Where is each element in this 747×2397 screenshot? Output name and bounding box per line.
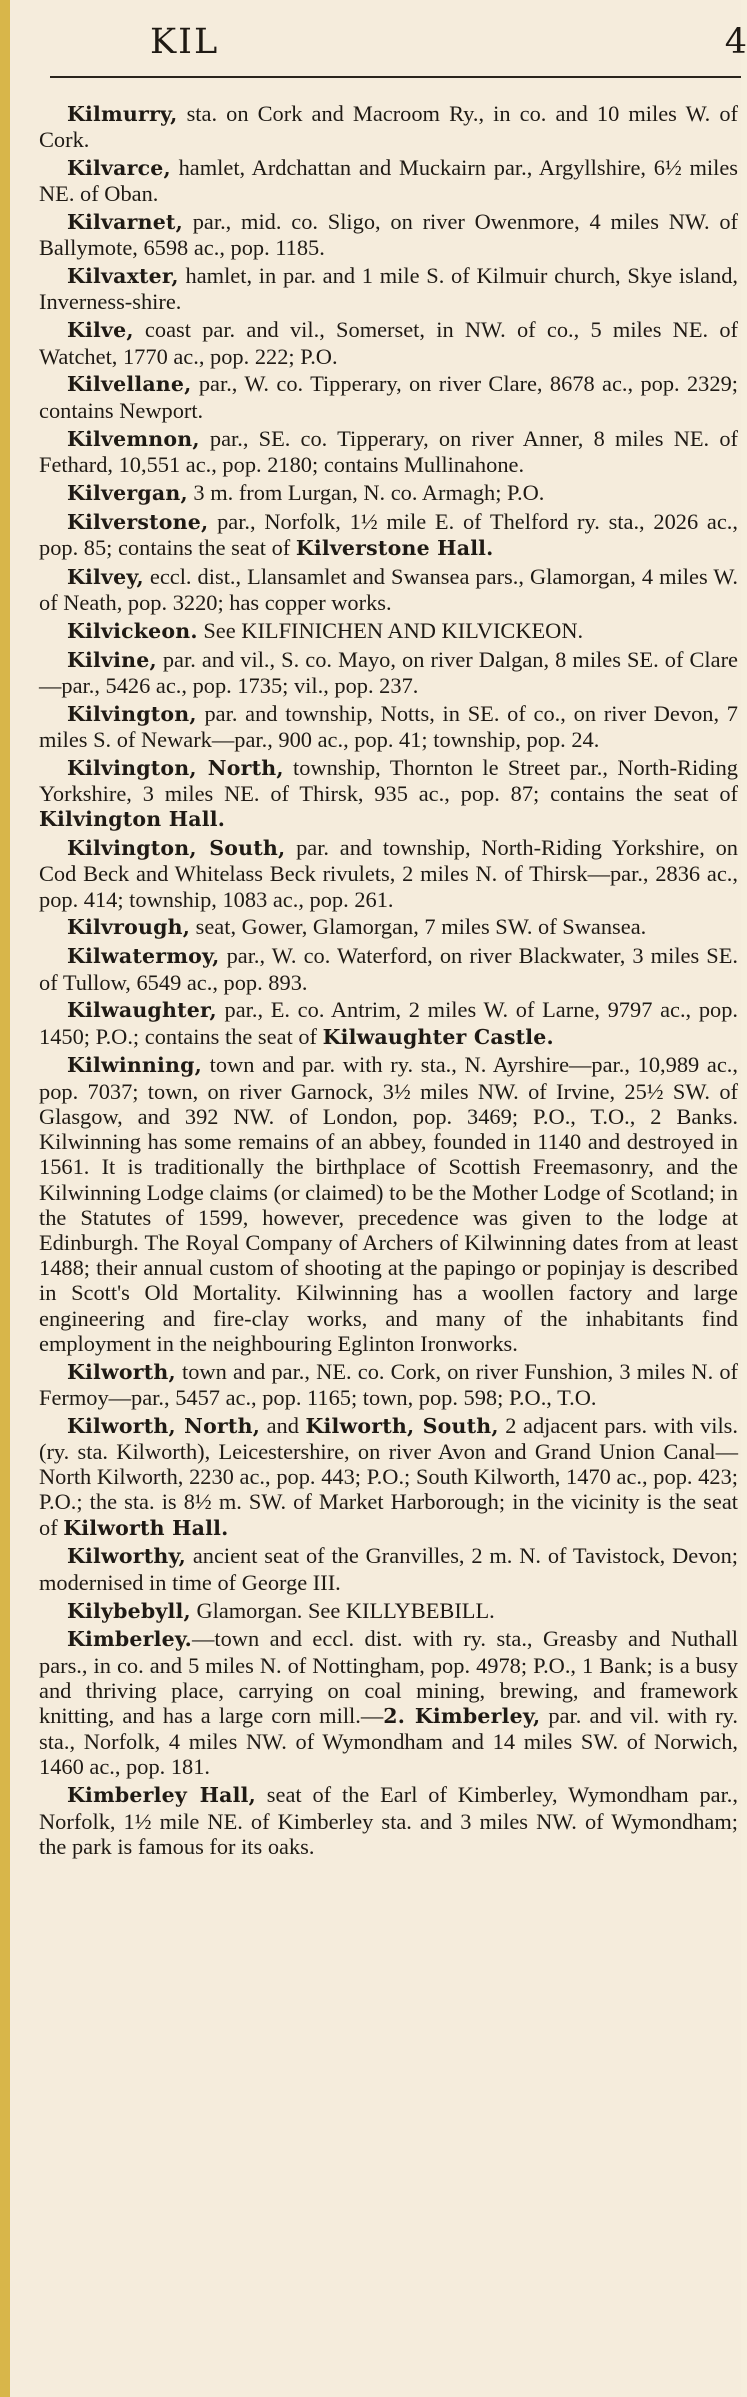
page-number: 4 (724, 22, 747, 62)
entry-text: township, Thornton le Street par., North-Riding Yorkshire, 3 miles NE. of Thirsk, 935 ac., pop. 87; contains the seat of (39, 754, 738, 807)
gazetteer-entry (39, 1782, 738, 1859)
entry-headword: Kilvrough, (67, 915, 191, 940)
entry-text: par. and township, North-Riding Yorkshire, on Cod Beck and Whitelass Beck rivulets, 2 miles N. of Thirsk—par., 2836 ac., pop. 414; township, 1083 ac., pop. 261. (39, 835, 738, 912)
running-head: KIL (150, 22, 220, 62)
gazetteer-entries (39, 101, 738, 1862)
entry-text: Glamorgan. See KILLYBEBILL. (190, 1597, 495, 1623)
gazetteer-entry (39, 1052, 738, 1355)
entry-headword: Kilvarnet, (67, 210, 183, 235)
entry-headword: Kilwaughter, (67, 998, 217, 1023)
entry-text: 3 m. from Lurgan, N. co. Armagh; P.O. (187, 479, 545, 505)
entry-text: town and par. with ry. sta., N. Ayrshire—par., 10,989 ac., pop. 7037; town, on river Garnock, 3½ miles NW. of Irvine, 25½ SW. of Glasgow, and 392 NW. of London, pop. 3469; P.O., T.O., 2 Banks. Kilwinning has some remains of an abbey, founded in 1140 and destroyed in 1561. It is traditionally the birthplace of Scottish Freemasonry, and the Kilwinning Lodge claims (or claimed) to be the Mother Lodge of Scotland; in the Statutes of 1599, however, precedence was given to the lodge at Edinburgh. The Royal Company of Archers of Kilwinning dates from at least 1488; their annual custom of shooting at the papingo or popinjay is described in Scott's Old Mortality. Kilwinning has a woollen factory and large engineering and fire-clay works, and many of the inhabitants find employment in the neighbouring Eglinton Ironworks. (39, 1052, 738, 1356)
entry-text: 2 adjacent pars. with vils. (ry. sta. Kilworth), Leicestershire, on river Avon and Grand Union Canal—North Kilworth, 2230 ac., pop. 443; P.O.; South Kilworth, 1470 ac., pop. 423; P.O.; the sta. is 8½ m. SW. of Market Harborough; in the vicinity is the seat of (39, 1412, 738, 1540)
entry-headword: Kilworth, (67, 1359, 176, 1384)
entry-text: seat, Gower, Glamorgan, 7 miles SW. of Swansea. (190, 914, 647, 940)
entry-headword: Kimberley. (67, 1627, 192, 1652)
entry-headword: Kilvington, (67, 701, 197, 726)
gazetteer-entry (39, 1413, 738, 1541)
entry-headword: Kilvington Hall. (39, 807, 226, 832)
entry-text: par., mid. co. Sligo, on river Owenmore, 4 miles NW. of Ballymote, 6598 ac., pop. 1185. (39, 209, 738, 261)
entry-headword: Kilworth Hall. (63, 1515, 229, 1540)
entry-text: coast par. and vil., Somerset, in NW. of co., 5 miles NE. of Watchet, 1770 ac., pop. 222; P.O. (39, 317, 738, 369)
entry-headword: Kilvington, North, (67, 755, 284, 780)
gazetteer-entry (39, 564, 738, 615)
entry-text: hamlet, in par. and 1 mile S. of Kilmuir church, Skye island, Inverness-shire. (39, 263, 738, 315)
entry-headword: Kilve, (67, 318, 134, 343)
gazetteer-entry (39, 509, 738, 561)
entry-text: par., E. co. Antrim, 2 miles W. of Larne, 9797 ac., pop. 1450; P.O.; contains the seat of (39, 997, 738, 1049)
gazetteer-entry (39, 480, 738, 506)
entry-headword: Kilvine, (67, 647, 157, 672)
entry-headword: Kilvarce, (67, 156, 171, 181)
entry-text: See KILFINICHEN AND KILVICKEON. (197, 617, 584, 643)
gazetteer-entry (39, 317, 738, 368)
gazetteer-entry (39, 1626, 738, 1779)
entry-headword: 2. Kimberley, (383, 1704, 541, 1728)
entry-headword: Kilvellane, (67, 372, 192, 397)
entry-headword: Kilwinning, (67, 1053, 202, 1078)
gazetteer-entry (39, 943, 738, 994)
header-rule (50, 76, 741, 78)
gazetteer-entry (39, 914, 738, 940)
gazetteer-entry (39, 1359, 738, 1410)
entry-headword: Kilvergan, (67, 480, 188, 505)
entry-text: par., SE. co. Tipperary, on river Anner, 8 miles NE. of Fethard, 10,551 ac., pop. 2180; contains Mullinahone. (39, 425, 738, 477)
gazetteer-entry (39, 1543, 738, 1594)
gazetteer-entry (39, 997, 738, 1049)
gazetteer-entry (39, 371, 738, 422)
entry-headword: Kimberley Hall, (67, 1783, 256, 1808)
gazetteer-entry (39, 155, 738, 206)
entry-headword: Kilvickeon. (67, 618, 198, 643)
entry-headword: Kilvaxter, (67, 264, 179, 289)
gazetteer-entry (39, 835, 738, 912)
entry-text: hamlet, Ardchattan and Muckairn par., Argyllshire, 6½ miles NE. of Oban. (39, 155, 738, 207)
entry-headword: Kilvemnon, (67, 426, 200, 451)
entry-text: par., W. co. Waterford, on river Blackwater, 3 miles SE. of Tullow, 6549 ac., pop. 893. (39, 943, 738, 995)
entry-text: par., W. co. Tipperary, on river Clare, 8678 ac., pop. 2329; contains Newport. (39, 371, 738, 423)
entry-headword: Kilverstone, (67, 509, 209, 534)
entry-headword: Kilybebyll, (67, 1598, 191, 1623)
gazetteer-entry (39, 701, 738, 752)
entry-headword: Kilworth, South, (305, 1413, 499, 1438)
entry-headword: Kilwatermoy, (67, 944, 220, 969)
entry-text: eccl. dist., Llansamlet and Swansea pars., Glamorgan, 4 miles W. of Neath, pop. 3220; has copper works. (39, 563, 738, 615)
entry-text: sta. on Cork and Macroom Ry., in co. and 10 miles W. of Cork. (39, 101, 738, 153)
entry-text: par., Norfolk, 1½ mile E. of Thelford ry. sta., 2026 ac., pop. 85; contains the seat of (39, 508, 738, 560)
entry-headword: Kilvey, (67, 564, 144, 589)
entry-headword: Kilwaughter Castle. (322, 1024, 554, 1049)
entry-text: par. and vil., S. co. Mayo, on river Dalgan, 8 miles SE. of Clare—par., 5426 ac., pop. 1735; vil., pop. 237. (39, 646, 738, 698)
gazetteer-entry (39, 101, 738, 152)
entry-headword: Kilvington, South, (67, 836, 286, 861)
entry-headword: Kilmurry, (67, 102, 178, 126)
entry-text: —town and eccl. dist. with ry. sta., Greasby and Nuthall pars., in co. and 5 miles N. of Nottingham, pop. 4978; P.O., 1 Bank; is a busy and thriving place, carrying on coal mining, brewing, and framework knitting, and has a large corn mill.— (39, 1626, 738, 1728)
page-header (50, 22, 747, 72)
gazetteer-entry (39, 755, 738, 833)
entry-text: ancient seat of the Granvilles, 2 m. N. of Tavistock, Devon; modernised in time of George III. (39, 1543, 738, 1595)
entry-headword: Kilverstone Hall. (295, 535, 494, 560)
entry-text: town and par., NE. co. Cork, on river Funshion, 3 miles N. of Fermoy—par., 5457 ac., pop. 1165; town, pop. 598; P.O., T.O. (39, 1358, 738, 1410)
entry-text: and (260, 1412, 306, 1438)
entry-headword: Kilworthy, (67, 1544, 186, 1569)
entry-text: par. and vil. with ry. sta., Norfolk, 4 miles NW. of Wymondham and 14 miles SW. of Norwich, 1460 ac., pop. 181. (39, 1703, 738, 1780)
gazetteer-entry (39, 618, 738, 644)
entry-text: seat of the Earl of Kimberley, Wymondham par., Norfolk, 1½ mile NE. of Kimberley sta. and 3 miles NW. of Wymondham; the park is famous for its oaks. (39, 1782, 738, 1859)
gazetteer-entry (39, 209, 738, 260)
gazetteer-entry (39, 426, 738, 477)
gazetteer-entry (39, 647, 738, 698)
gazetteer-entry (39, 1598, 738, 1624)
entry-text: par. and township, Notts, in SE. of co., on river Devon, 7 miles S. of Newark—par., 900 ac., pop. 41; township, pop. 24. (39, 700, 738, 752)
gazetteer-entry (39, 263, 738, 314)
entry-headword: Kilworth, North, (67, 1413, 261, 1438)
